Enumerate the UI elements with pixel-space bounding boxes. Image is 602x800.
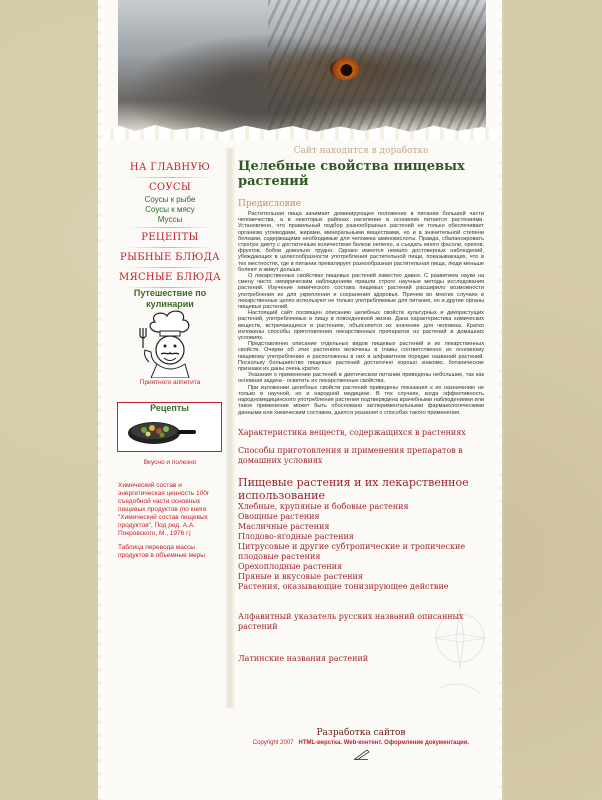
preface-paragraph: Представленно описание отдельных видов пищевых растений и их лекарственных свойств. Очерки об этих растениях включены в главы соответственно их основному пищевому употреблению и расположены в них в алфавитном порядке названий растений. Поскольку большинство пищевых растений достаточно хорошо знакомо, ботанические признаки их даны очень кратко. [238, 341, 484, 373]
recipes-banner[interactable] [117, 402, 222, 452]
nav-divider [126, 247, 214, 248]
recipes-banner-label: Рецепты [150, 403, 189, 413]
preface-paragraph: При изложении целебных свойств растений приведены показания к их назначению не только в научной, но и народной медицине. В тех случаях, когда эффективность народномедицинского употребления растения подтверждена врачебными наблюдениями или такое применение может быть обосновано экспериментальными фармакологическими данными или химическим составом, даются указания о способах такого применения. [238, 384, 484, 416]
footer-line [238, 740, 484, 746]
copyright-text: Copyright 2007 [252, 740, 294, 746]
plant-category-link[interactable]: Хлебные, крупяные и бобовые растения [238, 501, 409, 511]
plant-category-link[interactable]: Растения, оказывающие тонизирующее действие [238, 581, 449, 591]
pen-icon[interactable] [354, 748, 370, 760]
plant-category-link[interactable]: Овощные растения [238, 511, 320, 521]
footer-services-link[interactable]: HTML-верстка. Web-контент. Оформление документации. [298, 740, 470, 746]
latin-names-link[interactable]: Латинские названия растений [238, 653, 369, 663]
preparation-methods-link[interactable]: Способы приготовления и применения препаратов в домашних условиях [238, 445, 463, 465]
nav-sauces-link[interactable]: СОУСЫ [148, 182, 192, 193]
frying-pan-image [126, 415, 196, 447]
preface-paragraph: Растительная пища занимает доминирующее положение в питании большей части человечества, а в некоторых районах население в основном питается растениями. Установлено, что правильный подбор разнообразных растений не только обеспечивает организм углеводами, жирами, минеральными веществами, но и в значительной степени белками, содержащими необходимые для человека аминокислоты. Правда, сбалансировать строгую диету с достаточным количеством белков нелегко, а съедать много фасоли, орехов, фруктов, бобов довольно трудно. Однако имеется немало достоверных наблюдений, убеждающих в целесообразности употребления растительной пищи, показывающих, что в тех местностях, где в питании превалирует разнообразная растительная пища, люди меньше болеют и живут дольше. [238, 211, 484, 273]
plant-category-link[interactable]: Масличные растения [238, 521, 330, 531]
nav-mousses-link[interactable]: Муссы [157, 215, 183, 224]
preface-paragraph: Указания о применении растений в диетическом питании приведены небольшие, так как основная задача - осветить их лекарственные свойства. [238, 372, 484, 385]
compass-watermark [430, 598, 490, 708]
plant-category-link[interactable]: Плодово-ягодные растения [238, 531, 354, 541]
column-divider [224, 148, 236, 708]
mass-conversion-table-link[interactable]: Таблица перевода массы продуктов в объемные меры [118, 544, 205, 559]
chemical-composition-link[interactable]: Химический состав и энергетическая ценность 100г съедобной части основных пищевых продуктов (по книге "Химический состав пищевых продуктов", Под ред. А.А. Покровского, М., 1976 г) [118, 482, 210, 537]
plant-category-link[interactable]: Пряные и вкусовые растения [238, 571, 363, 581]
nav-sauces-meat-link[interactable]: Соусы к мясу [145, 205, 195, 214]
preface-paragraph: Настоящий сайт посвящен описанию целебных свойств культурных и дикорастущих растений, употребляемых в пищу в повседневной жизни. Дана характеристика химических веществ, встречающихся в растениях, объясняется их значение для человека. Кратко изложены способы приготовления лекарственных препаратов из растений в домашних условиях. [238, 310, 484, 342]
footer-title: Разработка сайтов [316, 728, 406, 738]
nav-sauces-fish-link[interactable]: Соусы к рыбе [144, 195, 196, 204]
alphabetical-index-link[interactable]: Алфавитный указатель русских названий описанных растений [238, 611, 464, 631]
nav-home-link[interactable]: НА ГЛАВНУЮ [129, 162, 211, 173]
nav-divider [126, 267, 214, 268]
nav-divider [126, 177, 214, 178]
page-title: Целебные свойства пищевых растений [238, 159, 465, 189]
chef-illustration[interactable] [133, 308, 205, 378]
left-nav [118, 160, 222, 290]
preface-heading: Предисловие [238, 199, 302, 209]
plant-category-link[interactable]: Орехоплодные растения [238, 561, 343, 571]
nav-recipes-link[interactable]: РЕЦЕПТЫ [141, 232, 199, 243]
plant-category-link[interactable]: Цитрусовые и другие субтропические и тропические плодовые растения [238, 541, 466, 561]
promo-title: Путешествие по кулинарии [133, 288, 207, 309]
nav-fish-link[interactable]: РЫБНЫЕ БЛЮДА [120, 252, 220, 263]
recipes-caption: Вкусно и полезно [143, 459, 197, 466]
nav-meat-link[interactable]: МЯСНЫЕ БЛЮДА [119, 272, 221, 283]
characteristics-link[interactable]: Характеристика веществ, содержащихся в растениях [238, 427, 466, 437]
main-content [238, 146, 484, 664]
preface-paragraph: О лекарственных свойствах пищевых растений известно давно. С развитием науки на смену чисто эмпирическим наблюдениям пришли строго научные методы исследования растений. Изучение химического состава пищевых растений расширило возможности употребления их для укрепления и сохранения здоровья. Причем во многих случаях в лекарственных целях используют не только употребляемые для питания, но и другие органы пищевых растений. [238, 273, 484, 311]
header-owl-photo [118, 0, 486, 134]
food-plants-heading-link[interactable]: Пищевые растения и их лекарственное использование [238, 475, 469, 502]
nav-divider [126, 227, 214, 228]
site-footer [238, 728, 484, 746]
under-construction-notice: Сайт находится в доработке [293, 146, 429, 156]
owl-eye [330, 58, 360, 80]
owl-feathers [268, 0, 486, 134]
chef-caption: Приятного аппетита [139, 379, 201, 386]
